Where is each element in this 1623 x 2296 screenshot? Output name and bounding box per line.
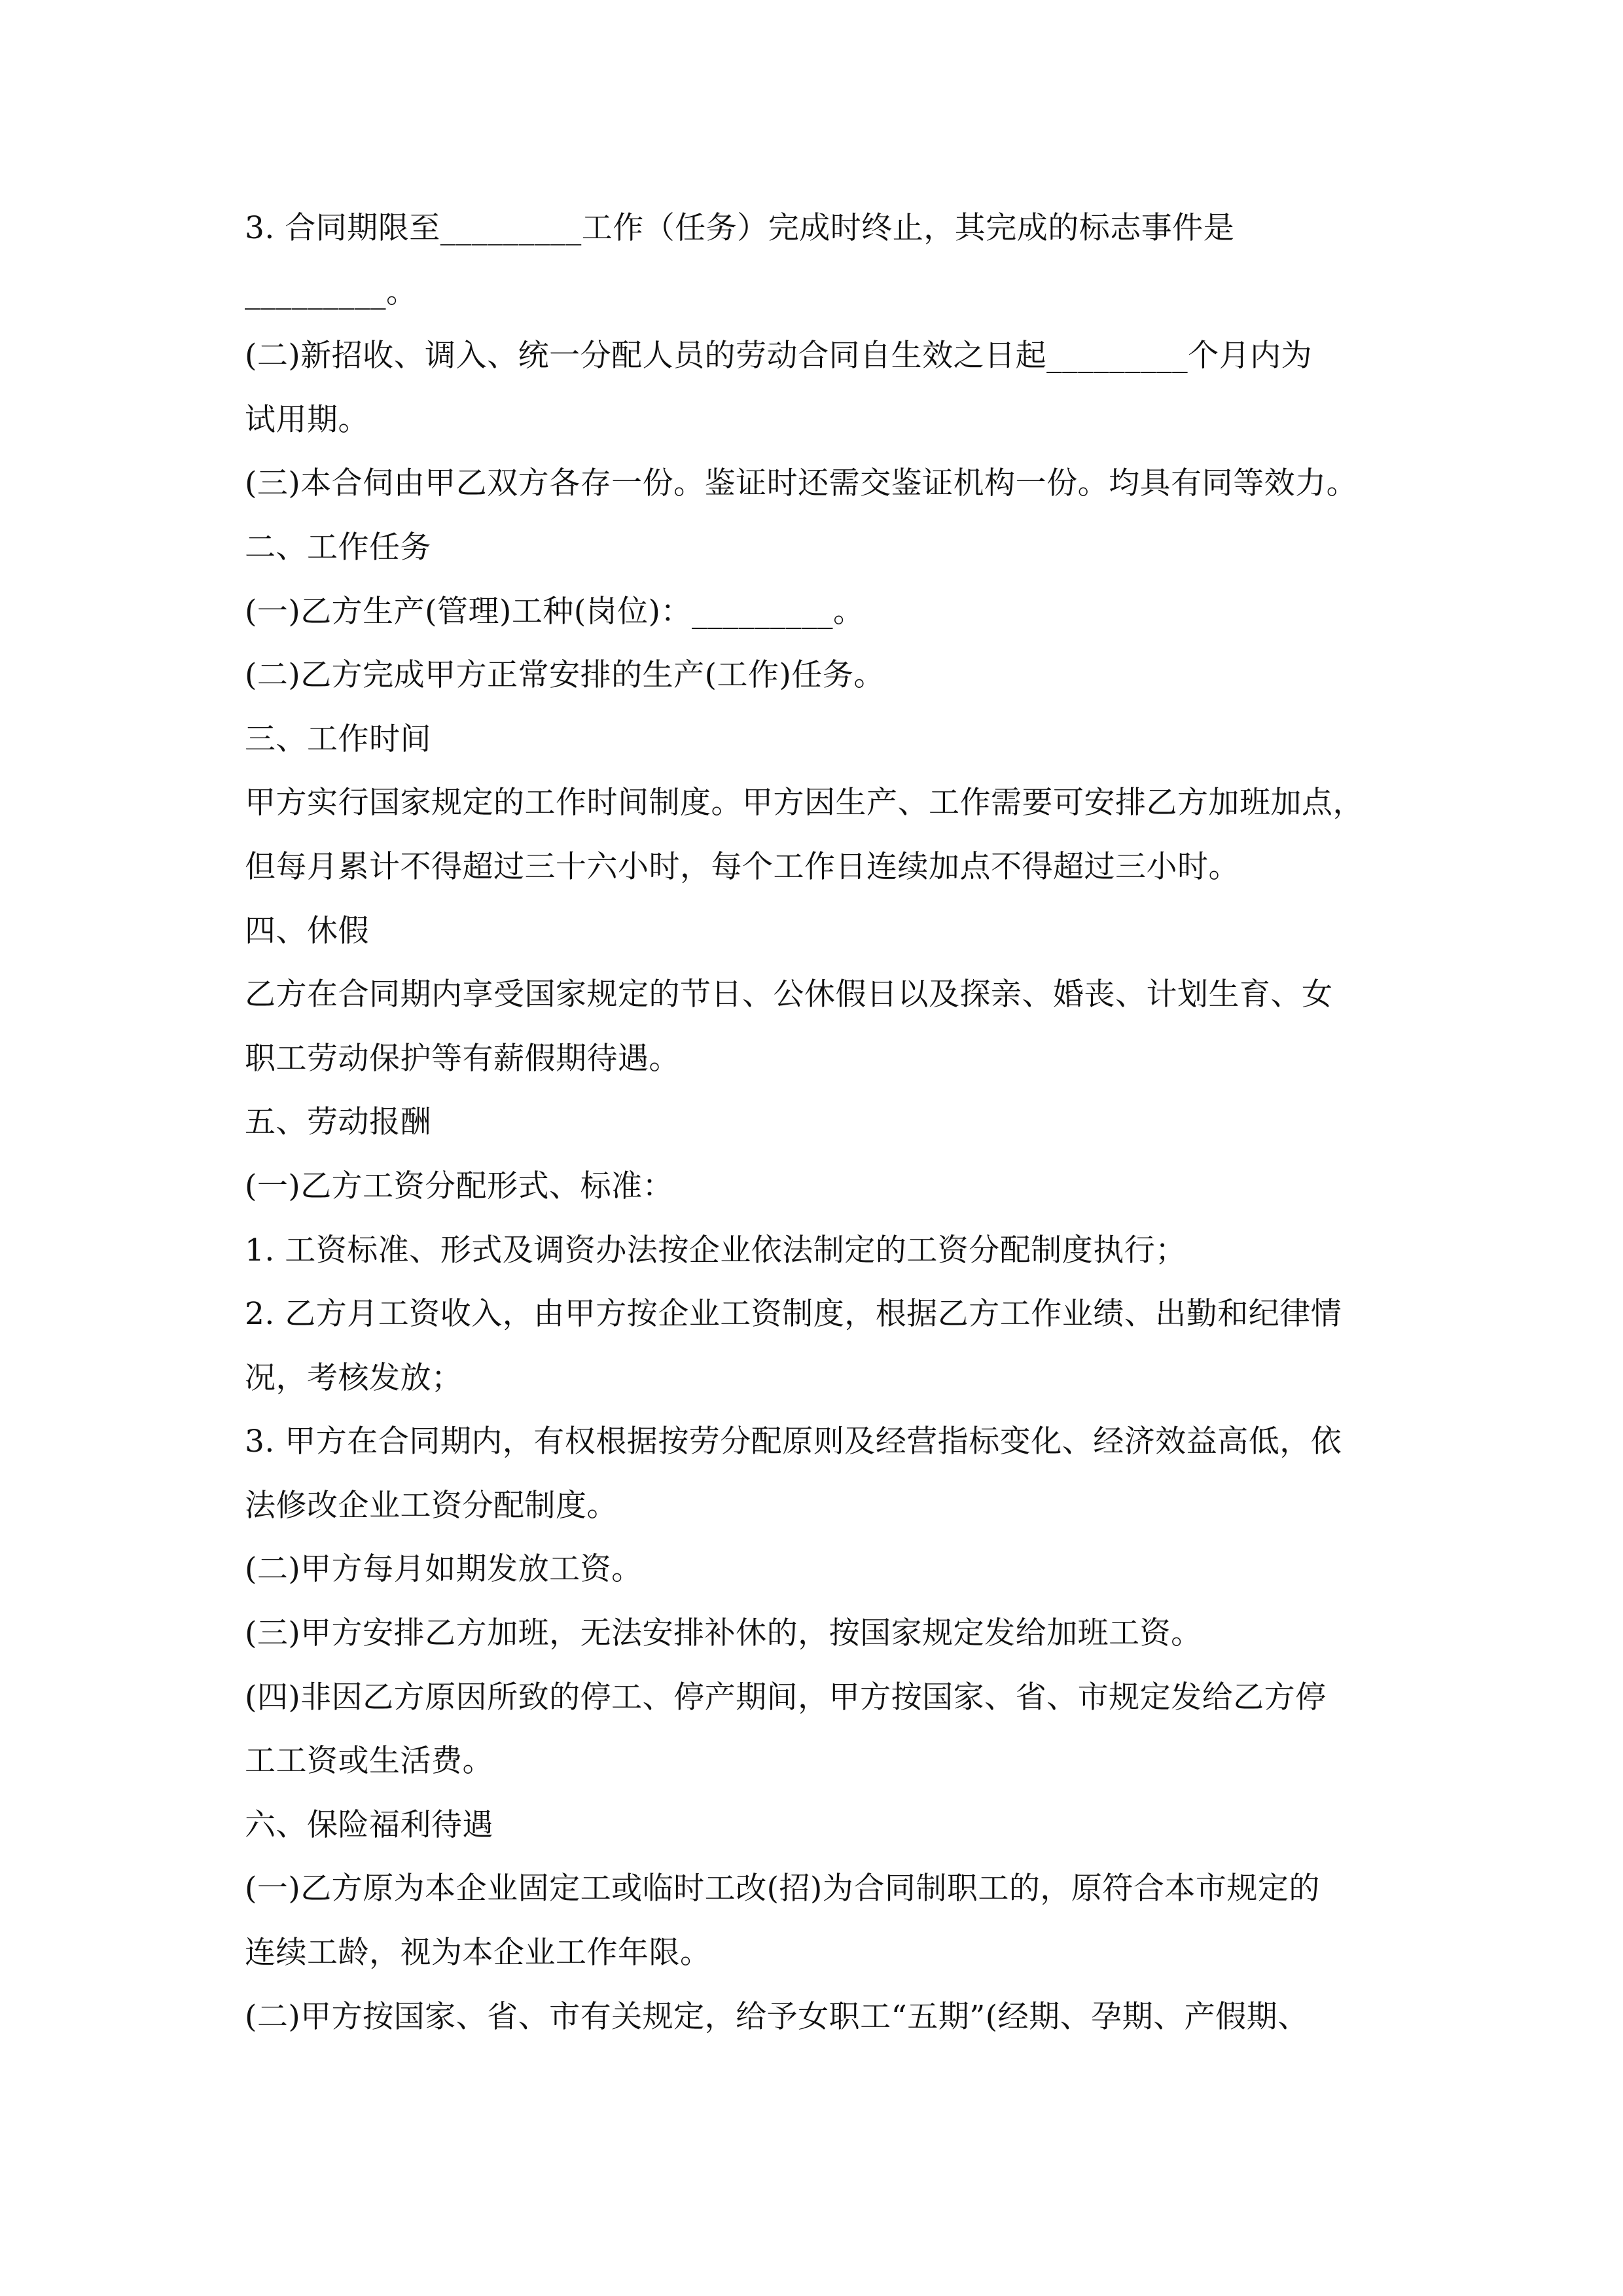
text-line: 1. 工资标准、形式及调资办法按企业依法制定的工资分配制度执行； <box>245 1232 1186 1268</box>
text-line: (二)甲方按国家、省、市有关规定，给予女职工“五期”(经期、孕期、产假期、 <box>245 1998 1309 2035</box>
text-line: (二)新招收、调入、统一分配人员的劳动合同自生效之日起_________个月内为 <box>245 338 1313 374</box>
text-line: 试用期。 <box>245 401 369 438</box>
text-line: 3. 甲方在合同期内，有权根据按劳分配原则及经营指标变化、经济效益高低，依 <box>245 1424 1342 1460</box>
text-line: 但每月累计不得超过三十六小时，每个工作日连续加点不得超过三小时。 <box>245 848 1240 885</box>
text-line: (二)甲方每月如期发放工资。 <box>245 1551 643 1588</box>
text-line: (二)乙方完成甲方正常安排的生产(工作)任务。 <box>245 657 885 694</box>
section-heading: 五、劳动报酬 <box>245 1104 431 1141</box>
text-line: 法修改企业工资分配制度。 <box>245 1487 618 1524</box>
text-line: (三)本合伺由甲乙双方各存一份。鉴证时还需交鉴证机构一份。均具有同等效力。 <box>245 465 1358 502</box>
text-line: _________。 <box>245 274 418 310</box>
text-line: (一)乙方工资分配形式、标准： <box>245 1168 674 1204</box>
section-heading: 四、休假 <box>245 912 369 949</box>
section-heading: 二、工作任务 <box>245 529 431 565</box>
text-line: (三)甲方安排乙方加班，无法安排补休的，按国家规定发给加班工资。 <box>245 1615 1202 1652</box>
text-line: 2. 乙方月工资收入，由甲方按企业工资制度，根据乙方工作业绩、出勤和纪律情 <box>245 1296 1342 1333</box>
section-heading: 三、工作时间 <box>245 721 431 757</box>
text-line: (一)乙方生产(管理)工种(岗位)：_________。 <box>245 593 865 630</box>
text-line: 连续工龄，视为本企业工作年限。 <box>245 1935 711 1971</box>
text-line: 甲方实行国家规定的工作时间制度。甲方因生产、工作需要可安排乙方加班加点， <box>245 785 1364 821</box>
text-line: 况，考核发放； <box>245 1359 463 1396</box>
text-line: (四)非因乙方原因所致的停工、停产期间，甲方按国家、省、市规定发给乙方停 <box>245 1679 1327 1715</box>
text-line: (一)乙方原为本企业固定工或临时工改(招)为合同制职工的，原符合本市规定的 <box>245 1871 1320 1907</box>
document-body <box>245 196 1383 2049</box>
section-heading: 六、保险福利待遇 <box>245 1806 493 1843</box>
text-line: 3. 合同期限至_________工作（任务）完成时终止，其完成的标志事件是 <box>245 210 1235 246</box>
text-line: 职工劳动保护等有薪假期待遇。 <box>245 1040 680 1077</box>
text-line: 工工资或生活费。 <box>245 1743 493 1780</box>
text-line: 乙方在合同期内享受国家规定的节日、公休假日以及探亲、婚丧、计划生育、女 <box>245 977 1333 1013</box>
